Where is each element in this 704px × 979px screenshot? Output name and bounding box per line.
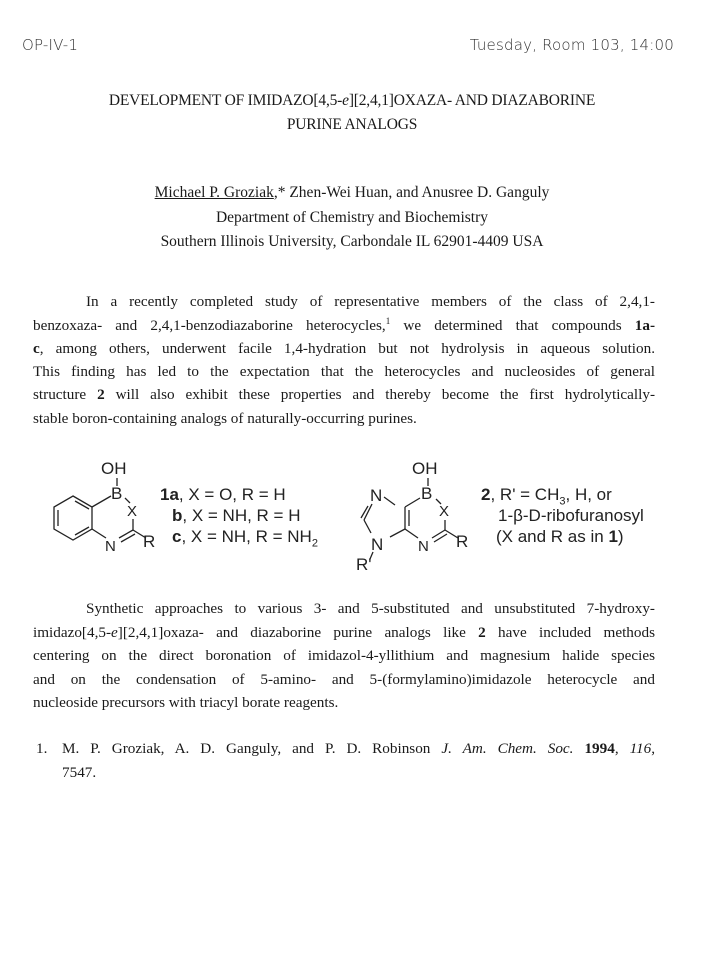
title-text: ][2,4,1]OXAZA- AND DIAZABORINE (348, 92, 596, 109)
subscript: 3 (559, 495, 566, 508)
reference-text: M. P. Groziak, A. D. Ganguly, and P. D. Robinson J. Am. Chem. Soc. 1994, 116, (62, 740, 656, 757)
title-text: DEVELOPMENT OF IMIDAZO[4,5- (108, 92, 343, 109)
atom-n9: N (371, 535, 384, 554)
compound-2-note (496, 527, 624, 547)
text: structure (33, 386, 98, 403)
atom-n: N (105, 538, 116, 555)
atom-r: R (143, 532, 156, 551)
text-line (33, 624, 655, 642)
reference-year: 1994 (584, 740, 615, 757)
atom-n3: N (418, 538, 429, 555)
compound-ref: 1a- (634, 317, 655, 335)
text: (X and R as in (496, 527, 609, 546)
atom-oh: OH (412, 459, 438, 478)
atom-r: R (456, 532, 469, 551)
atom-b: B (421, 484, 433, 503)
compound-id: 1a (160, 485, 179, 504)
substituents: , X = NH, R = H (182, 506, 301, 525)
compound-1a-label (160, 485, 286, 505)
text: benzoxaza- and 2,4,1-benzodiazaborine heterocycles, (33, 317, 386, 335)
compound-id: b (172, 506, 183, 525)
compound-1b-label (172, 506, 300, 526)
session-info: Tuesday, Room 103, 14:00 (469, 36, 674, 54)
text-line: In a recently completed study of representative members of the class of 2,4,1- (86, 293, 655, 310)
compound-ref: c (33, 340, 40, 357)
compound-2-label (481, 485, 612, 507)
compound-2-ribose: 1-β-D-ribofuranosyl (498, 506, 644, 525)
citation: 1 (385, 316, 391, 326)
substituents: , X = NH, R = NH (181, 527, 312, 546)
reference-pages: 7547. (62, 764, 97, 781)
text-line: and on the condensation of 5-amino- and 5-(formylamino)imidazole heterocycle and (33, 671, 655, 688)
text: ) (617, 527, 624, 546)
substituents: , H, or (565, 485, 612, 504)
department: Department of Chemistry and Biochemistry (215, 209, 489, 226)
substituents: , R' = CH (490, 485, 560, 504)
presenting-author: Michael P. Groziak (154, 184, 274, 201)
text: we determined that compounds (390, 317, 635, 335)
institution: Southern Illinois University, Carbondale IL 62901-4409 USA (160, 233, 544, 250)
abstract-code: OP-IV-1 (22, 36, 79, 54)
reference-number: 1. (36, 740, 48, 757)
compound-ref: 2 (478, 624, 486, 641)
atom-rprime: R' (356, 555, 372, 574)
text-line: nucleoside precursors with triacyl borate reagents. (33, 694, 339, 711)
atom-x: X (439, 503, 450, 520)
text-line: This finding has led to the expectation that the heterocycles and nucleosides of general (33, 363, 655, 380)
text-line: centering on the direct boronation of imidazol-4-yllithium and magnesium halide species (33, 647, 655, 664)
substituents: , X = O, R = H (178, 485, 286, 504)
text-line: Synthetic approaches to various 3- and 5-substituted and unsubstituted 7-hydroxy- (86, 600, 655, 617)
reference-volume: 116 (629, 740, 652, 757)
title-italic: e (342, 92, 349, 109)
text: , among others, underwent facile 1,4-hydration but not hydrolysis in aqueous solution. (39, 340, 655, 357)
atom-n7: N (370, 486, 383, 505)
text: imidazo[4,5- (33, 624, 112, 641)
text: will also exhibit these properties and thereby become the first hydrolytically- (115, 386, 655, 403)
text: ][2,4,1]oxaza- and diazaborine purine analogs like (117, 624, 479, 641)
title-line-2: PURINE ANALOGS (286, 116, 418, 133)
compound-ref: 2 (97, 386, 105, 403)
text-line: stable boron-containing analogs of naturally-occurring purines. (33, 410, 417, 427)
reference-authors: M. P. Groziak, A. D. Ganguly, and P. D. Robinson (62, 740, 442, 757)
subscript: 2 (311, 537, 318, 550)
reference-journal: J. Am. Chem. Soc. (441, 740, 574, 757)
atom-oh: OH (101, 459, 127, 478)
compound-id: 2 (481, 485, 491, 504)
compound-id: c (172, 527, 182, 546)
compound-1c-label (172, 527, 318, 549)
italic: e (111, 624, 118, 641)
co-authors: ,* Zhen-Wei Huan, and Anusree D. Ganguly (273, 184, 550, 201)
atom-b: B (111, 484, 123, 503)
atom-x: X (127, 503, 138, 520)
compound-ref: 1 (608, 527, 618, 546)
text: have included methods (498, 624, 656, 641)
